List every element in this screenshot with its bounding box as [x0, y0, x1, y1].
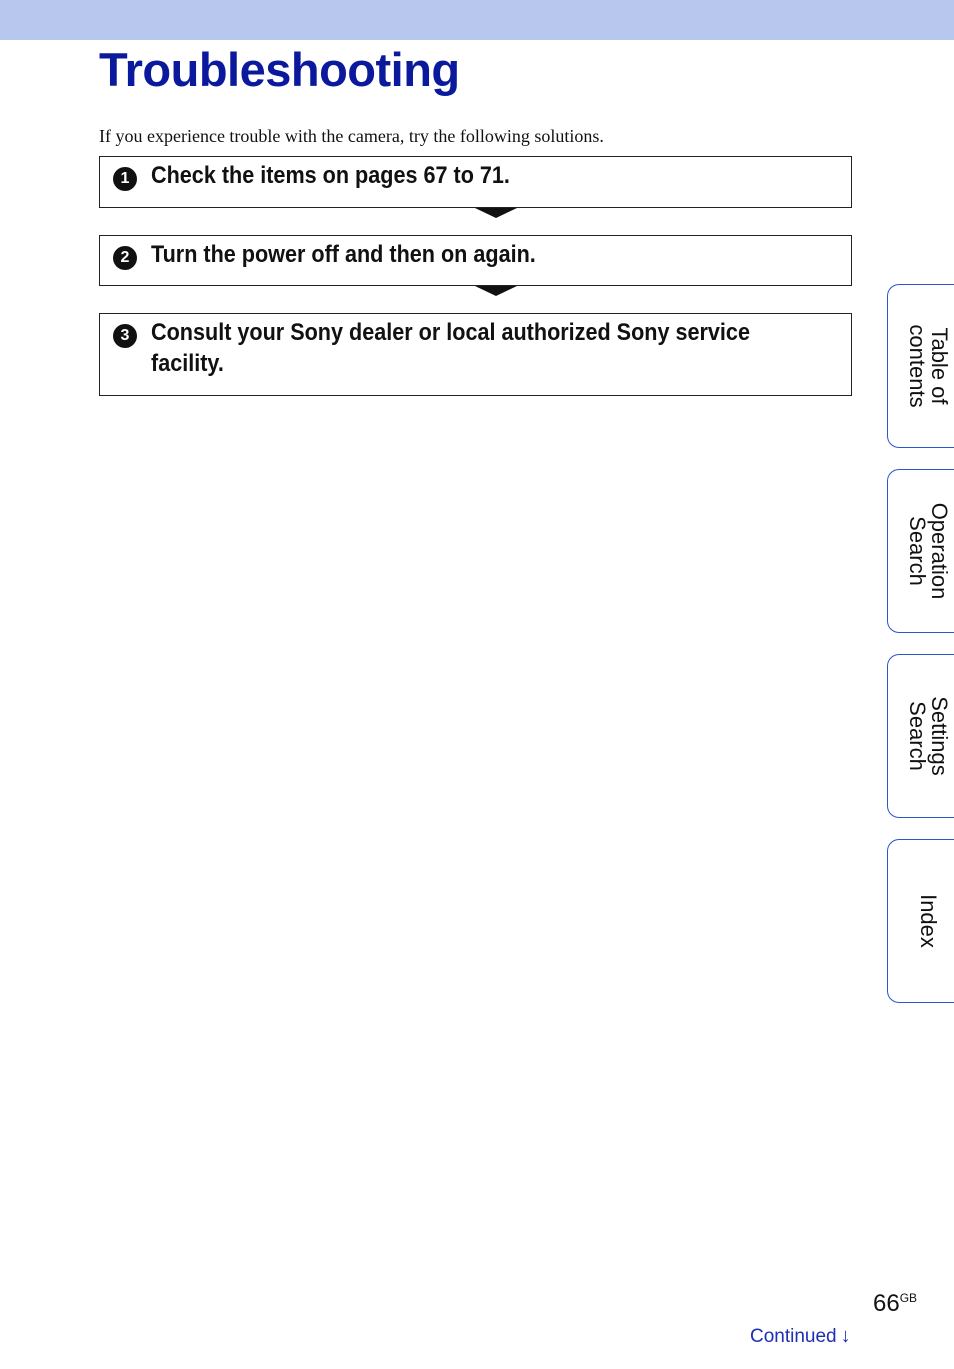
tab-settings-search[interactable] — [887, 654, 954, 818]
page-number — [873, 1290, 917, 1318]
flow-arrow-1 — [475, 208, 517, 218]
step-text-3: Consult your Sony dealer or local authorized Sony service facility. — [151, 319, 750, 377]
tab-index[interactable] — [887, 839, 954, 1003]
tab-label-table-of-contents: Table of contents — [904, 324, 952, 408]
page-number-value: 66 — [873, 1290, 900, 1317]
step-number-2: 2 — [113, 246, 137, 270]
tab-operation-search[interactable] — [887, 469, 954, 633]
step-text-1: Check the items on pages 67 to 71. — [151, 162, 510, 189]
continued-link[interactable] — [750, 1325, 851, 1348]
step-box-3 — [99, 313, 852, 396]
step-number-3: 3 — [113, 324, 137, 348]
tab-label-index: Index — [915, 894, 941, 948]
page-title: Troubleshooting — [99, 43, 460, 96]
tab-label-settings-search: Settings Search — [904, 696, 952, 776]
page-number-suffix: GB — [899, 1291, 918, 1305]
arrow-down-icon: ↓ — [840, 1325, 851, 1347]
top-bar — [0, 0, 954, 40]
step-number-1: 1 — [113, 167, 137, 191]
continued-label: Continued — [750, 1326, 837, 1347]
tab-label-operation-search: Operation Search — [904, 502, 952, 600]
step-box-1 — [99, 156, 852, 208]
flow-arrow-2 — [475, 286, 517, 296]
step-box-2 — [99, 235, 852, 286]
intro-text: If you experience trouble with the camera, try the following solutions. — [99, 126, 604, 146]
tab-table-of-contents[interactable] — [887, 284, 954, 448]
step-text-2: Turn the power off and then on again. — [151, 241, 536, 268]
